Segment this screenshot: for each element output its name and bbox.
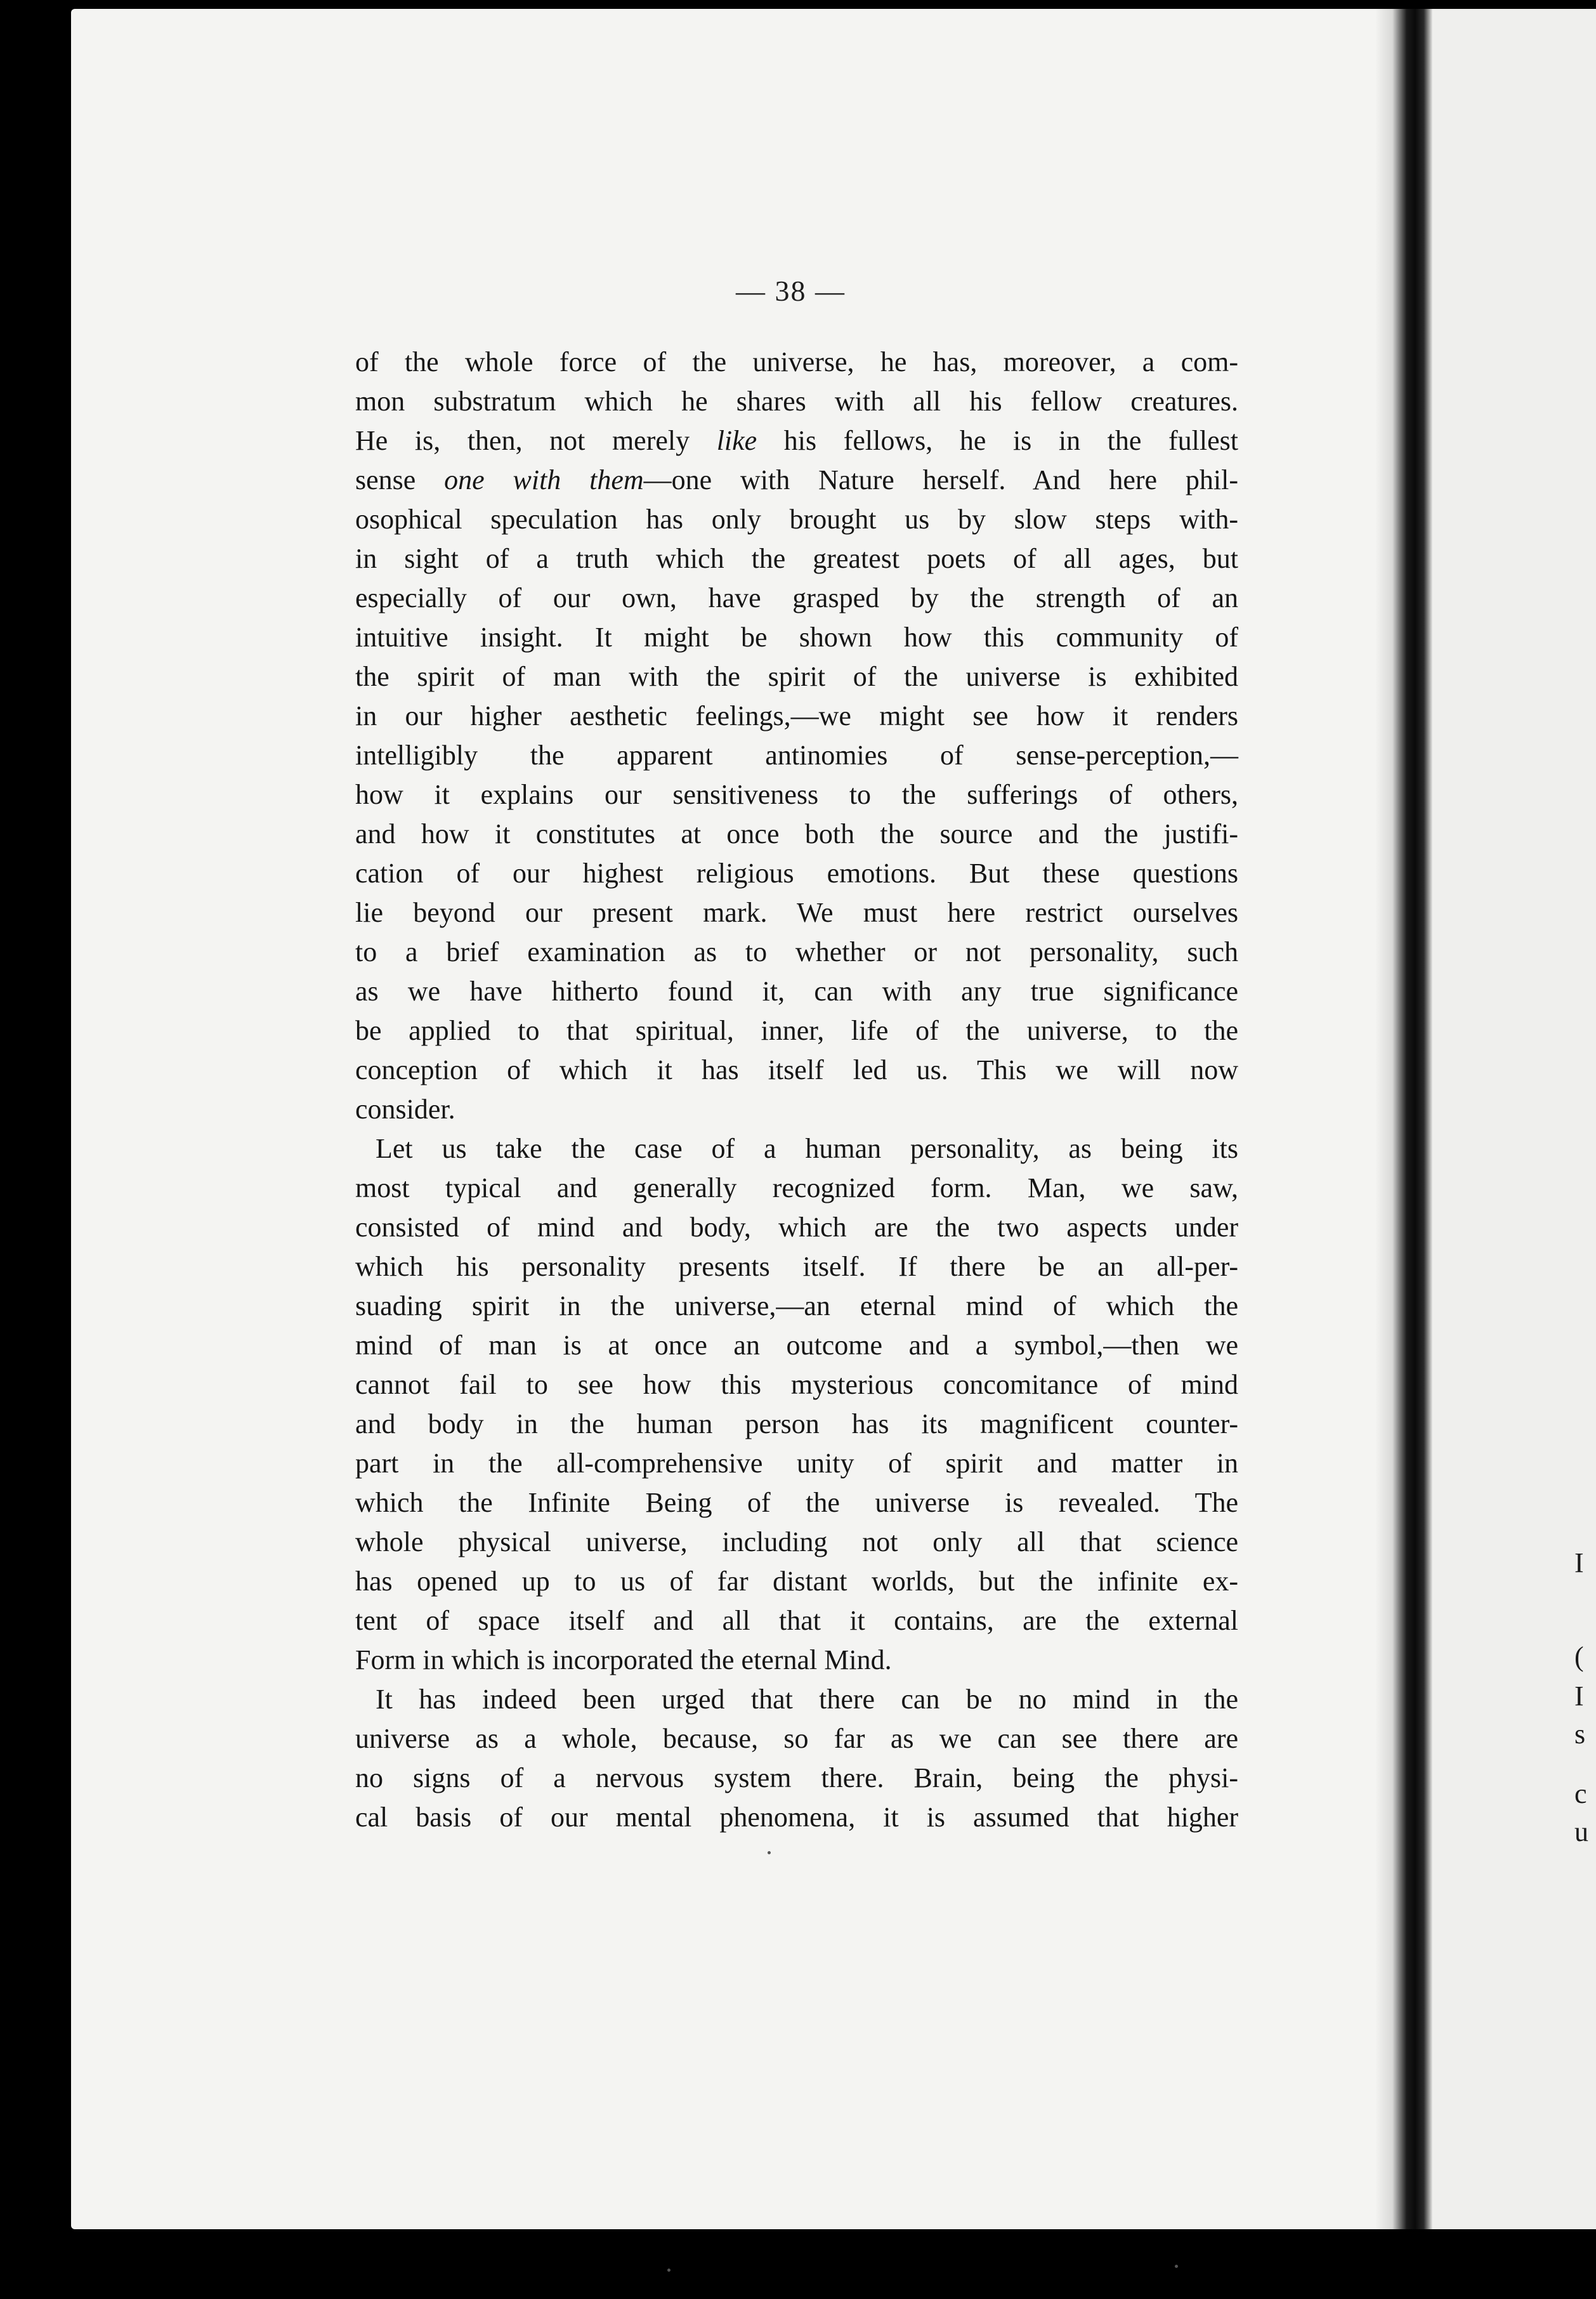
text-line: conception of which it has itself led us. This we will now [355,1054,1238,1085]
text-line: be applied to that spiritual, inner, life of the universe, to the [355,1015,1238,1046]
scan-speck [1175,2265,1178,2268]
text-line: in sight of a truth which the greatest poets of all ages, but [355,543,1238,574]
text-line: tent of space itself and all that it contains, are the external [355,1605,1238,1636]
text-line: consider. [355,1094,455,1125]
text-line: as we have hitherto found it, can with any true significance [355,976,1238,1007]
text-line: He is, then, not merely like his fellows, he is in the fullest [355,425,1238,456]
text-line: which his personality presents itself. If there be an all-per- [355,1251,1238,1282]
text-line: suading spirit in the universe,—an eternal mind of which the [355,1290,1238,1321]
text-line: the spirit of man with the spirit of the universe is exhibited [355,661,1238,692]
facing-page-edge [1432,9,1596,2229]
text-line: mon substratum which he shares with all his fellow creatures. [355,386,1238,417]
text-line: part in the all-comprehensive unity of spirit and matter in [355,1448,1238,1479]
text-line: consisted of mind and body, which are the two aspects under [355,1212,1238,1243]
facing-page-fragment: I [1574,1680,1584,1712]
text-line: cannot fail to see how this mysterious concomitance of mind [355,1369,1238,1400]
facing-page-fragment: ( [1574,1641,1584,1672]
facing-page-fragment: I [1574,1547,1584,1578]
text-line: mind of man is at once an outcome and a symbol,—then we [355,1330,1238,1361]
text-line: It has indeed been urged that there can be no mind in the [376,1684,1238,1715]
facing-page-fragment: u [1574,1816,1588,1847]
body-text [355,343,1238,1837]
text-line: and how it constitutes at once both the source and the justifi- [355,818,1238,849]
text-line: cal basis of our mental phenomena, it is assumed that higher [355,1802,1238,1833]
text-line: lie beyond our present mark. We must here restrict ourselves [355,897,1238,928]
italic-text: one with them [444,464,644,495]
text-line: sense one with them—one with Nature herself. And here phil- [355,464,1238,495]
text-line: Let us take the case of a human personality, as being its [376,1133,1238,1164]
page-number: — 38 — [736,275,846,307]
text-line: most typical and generally recognized form. Man, we saw, [355,1172,1238,1203]
scan-speck [768,1851,771,1854]
book-binding-shadow [1375,9,1432,2229]
text-line: especially of our own, have grasped by the strength of an [355,582,1238,613]
text-line: to a brief examination as to whether or not personality, such [355,936,1238,967]
text-line: Form in which is incorporated the eternal Mind. [355,1644,892,1675]
italic-text: like [716,425,757,456]
text-line: which the Infinite Being of the universe is revealed. The [355,1487,1238,1518]
text-line: intuitive insight. It might be shown how this community of [355,622,1238,653]
text-line: has opened up to us of far distant worlds, but the infinite ex- [355,1566,1238,1597]
facing-page-fragment: s [1574,1719,1586,1750]
text-line: in our higher aesthetic feelings,—we might see how it renders [355,700,1238,731]
text-line: intelligibly the apparent antinomies of sense-perception,— [355,740,1238,771]
text-line: no signs of a nervous system there. Brain, being the physi- [355,1762,1238,1793]
text-line: and body in the human person has its magnificent counter- [355,1408,1238,1439]
text-line: universe as a whole, because, so far as we can see there are [355,1723,1238,1754]
text-line: of the whole force of the universe, he has, moreover, a com- [355,346,1238,377]
facing-page-fragment: c [1574,1778,1587,1809]
text-line: how it explains our sensitiveness to the sufferings of others, [355,779,1238,810]
scan-speck [667,2269,670,2272]
text-line: whole physical universe, including not only all that science [355,1526,1238,1557]
text-line: osophical speculation has only brought us by slow steps with- [355,504,1238,535]
text-line: cation of our highest religious emotions. But these questions [355,858,1238,889]
